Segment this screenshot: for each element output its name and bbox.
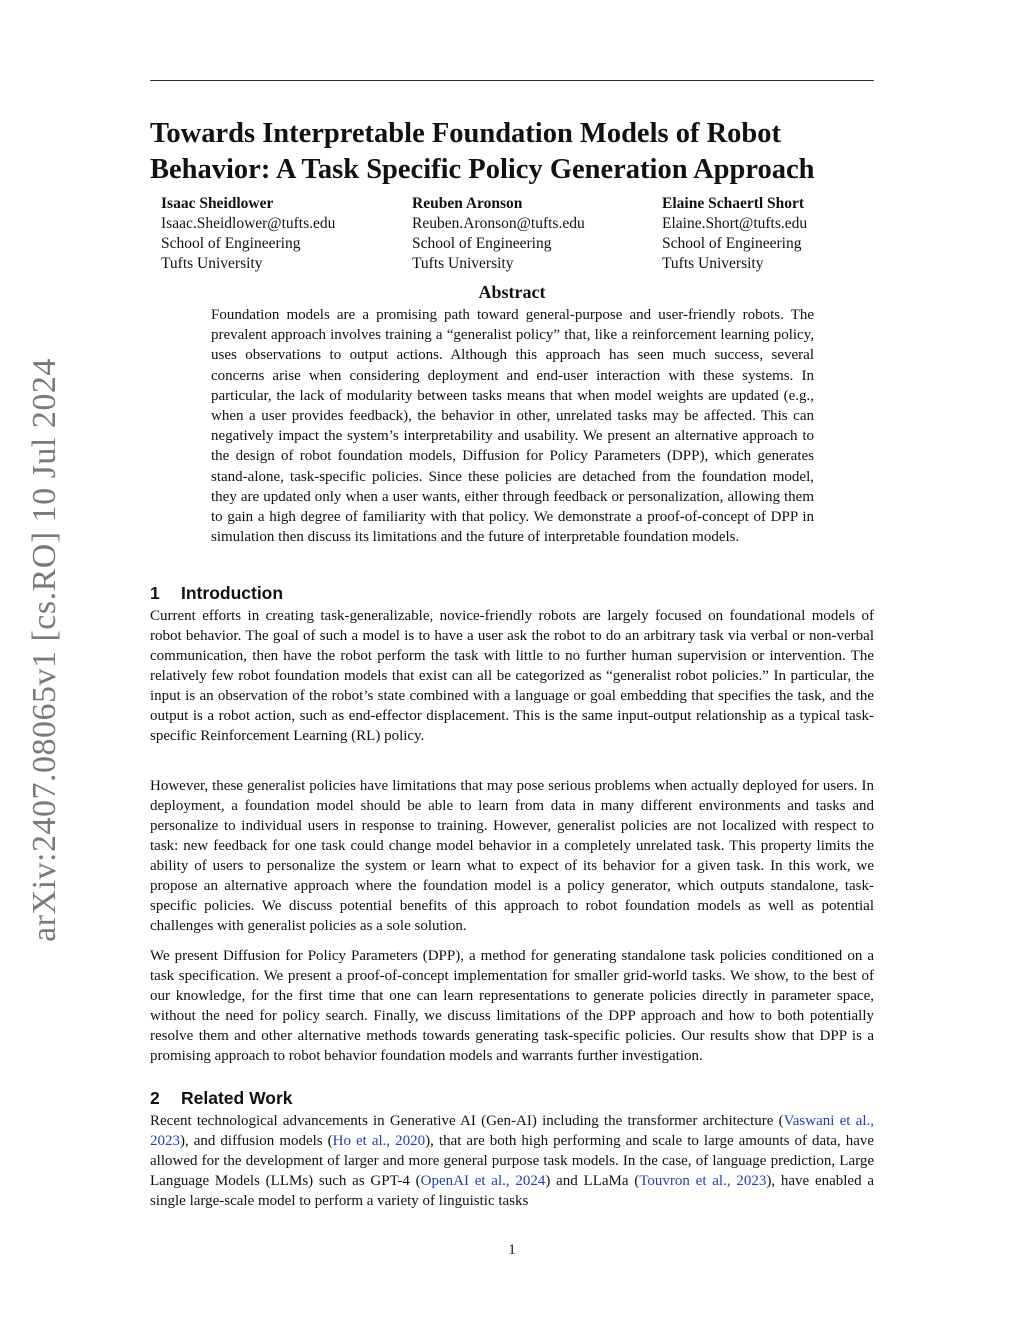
section-number: 2 xyxy=(150,1088,160,1108)
section-title: Related Work xyxy=(181,1088,293,1108)
author-university: Tufts University xyxy=(662,255,764,272)
author-3 xyxy=(662,194,807,274)
related-text-5: ), have enabled a single large-scale model to perform a variety of linguistic tasks xyxy=(150,1173,874,1209)
author-university: Tufts University xyxy=(161,255,263,272)
related-text-2: ), and diffusion models ( xyxy=(180,1133,333,1149)
citation-vaswani[interactable]: Vaswani et al., 2023 xyxy=(150,1113,874,1149)
citation-ho[interactable]: Ho et al., 2020 xyxy=(332,1133,426,1149)
section-heading-introduction xyxy=(150,582,283,604)
author-name: Isaac Sheidlower xyxy=(161,195,274,212)
abstract-text: Foundation models are a promising path toward general-purpose and user-friendly robots. The prevalent approach involves training a “generalist policy” that, like a reinforcement learning policy, uses observations to output actions. Although this approach has seen much success, several concerns arise when considering deployment and end-user interaction with these systems. In particular, the lack of modularity between tasks means that when model weights are updated (e.g., when a user provides feedback), the behavior in other, unrelated tasks may be affected. This can negatively impact the system’s interpretability and usability. We present an alternative approach to the design of robot foundation models, Diffusion for Policy Parameters (DPP), which generates stand-alone, task-specific policies. Since these policies are detached from the foundation model, they are updated only when a user wants, either through feedback or personalization, allowing them to gain a high degree of familiarity with that policy. We demonstrate a proof-of-concept of DPP in simulation then discuss its limitations and the future of interpretable foundation models. xyxy=(211,307,814,546)
author-university: Tufts University xyxy=(412,255,514,272)
author-1 xyxy=(161,194,335,274)
abstract-heading: Abstract xyxy=(478,282,546,302)
author-school: School of Engineering xyxy=(662,235,802,252)
section-heading-related-work xyxy=(150,1087,293,1109)
author-school: School of Engineering xyxy=(412,235,552,252)
author-name: Elaine Schaertl Short xyxy=(662,195,805,212)
author-name: Reuben Aronson xyxy=(412,195,523,212)
related-work-paragraph xyxy=(150,1111,874,1211)
author-email: Elaine.Short@tufts.edu xyxy=(662,215,808,232)
citation-touvron[interactable]: Touvron et al., 2023 xyxy=(639,1173,767,1189)
related-text-4: ) and LLaMa ( xyxy=(545,1173,640,1189)
author-email: Reuben.Aronson@tufts.edu xyxy=(412,215,585,232)
intro-paragraph-3: We present Diffusion for Policy Parameters (DPP), a method for generating standalone task policies conditioned on a task specification. We present a proof-of-concept implementation for smaller grid-world tasks. We show, to the best of our knowledge, for the first time that one can learn representations to generate policies directly in parameter space, without the need for policy search. Finally, we discuss limitations of the DPP approach and how to both potentially resolve them and other alternative methods towards generating task-specific policies. Our results show that DPP is a promising approach to robot behavior foundation models and warrants further investigation. xyxy=(150,948,874,1064)
section-title: Introduction xyxy=(181,583,284,603)
top-rule xyxy=(150,80,874,81)
citation-openai[interactable]: OpenAI et al., 2024 xyxy=(420,1173,546,1189)
intro-paragraph-2: However, these generalist policies have limitations that may pose serious problems when actually deployed for users. In deployment, a foundation model should be able to learn from data in many different environments and tasks and personalize to individual users in response to training. However, generalist policies are not localized with respect to task: new feedback for one task could change model behavior in a completely unrelated task. This property limits the ability of users to personalize the system or learn what to expect of its behavior for a given task. In this work, we propose an alternative approach where the foundation model is a policy generator, which outputs standalone, task-specific policies. We discuss potential benefits of this approach to robot foundation models as well as potential challenges with generalist policies as a sole solution. xyxy=(150,778,874,934)
related-text-1: Recent technological advancements in Generative AI (Gen-AI) including the transformer architecture ( xyxy=(150,1113,784,1129)
intro-paragraph-1: Current efforts in creating task-generalizable, novice-friendly robots are largely focused on foundational models of robot behavior. The goal of such a model is to have a user ask the robot to do an arbitrary task via verbal or non-verbal communication, then have the robot perform the task with little to no further human supervision or intervention. The relatively few robot foundation models that exist can all be categorized as “generalist robot policies.” In particular, the input is an observation of the robot’s state combined with a language or goal embedding that specifies the task, and the output is a robot action, such as end-effector displacement. This is the same input-output relationship as a typical task-specific Reinforcement Learning (RL) policy. xyxy=(150,608,874,744)
arxiv-identifier: arXiv:2407.08065v1 [cs.RO] 10 Jul 2024 xyxy=(26,358,63,942)
author-school: School of Engineering xyxy=(161,235,301,252)
author-email: Isaac.Sheidlower@tufts.edu xyxy=(161,215,336,232)
paper-title: Towards Interpretable Foundation Models of Robot Behavior: A Task Specific Policy Generation Approach xyxy=(150,118,815,185)
author-2 xyxy=(412,194,585,274)
related-text-3: ), that are both high performing and scale to large amounts of data, have allowed for the development of larger and more general purpose task models. In the case, of language prediction, Large Language Models (LLMs) such as GPT-4 ( xyxy=(150,1133,875,1189)
section-number: 1 xyxy=(150,583,160,603)
page-number: 1 xyxy=(508,1242,516,1258)
